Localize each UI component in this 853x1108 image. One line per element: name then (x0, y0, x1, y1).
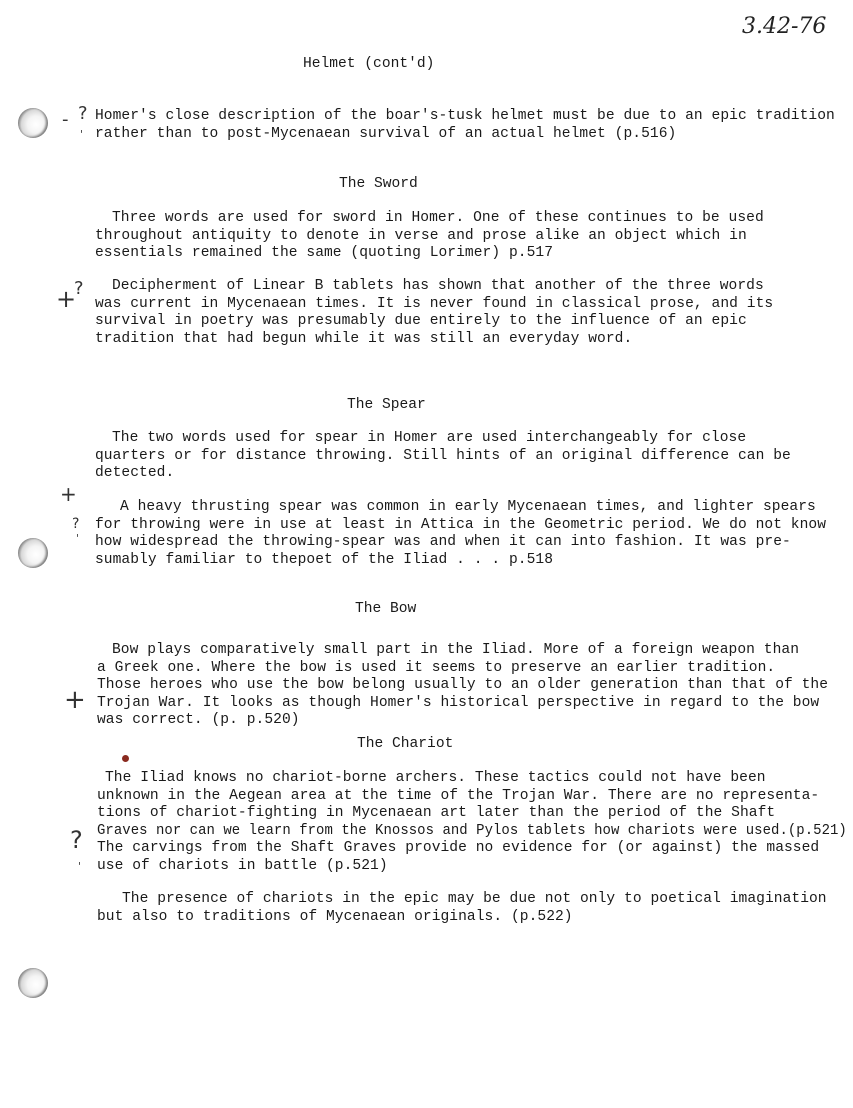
binder-hole-bottom (18, 968, 48, 998)
margin-plus-bow: + (64, 685, 86, 715)
paragraph-line: A heavy thrusting spear was common in early Mycenaean times, and lighter spears (120, 499, 816, 515)
paragraph-line: quarters or for distance throwing. Still hints of an original difference can be (95, 447, 791, 464)
paragraph-line: for throwing were in use at least in Attica in the Geometric period. We do not know (95, 516, 827, 533)
paragraph-line: The two words used for spear in Homer are used interchangeably for close (112, 430, 747, 446)
paragraph-line: sumably familiar to thepoet of the Iliad . . . p.518 (95, 551, 553, 568)
margin-plus-spear: + (60, 482, 77, 506)
paragraph-line: Graves nor can we learn from the Knossos and Pylos tablets how chariots were used.(p.521) (97, 822, 847, 839)
paragraph-line: tradition that had begun while it was still an everyday word. (95, 330, 633, 347)
margin-question-mark-sword: ? (74, 278, 84, 299)
paragraph-line: how widespread the throwing-spear was and when it can into fashion. It was pre- (95, 534, 791, 550)
paragraph-line: tions of chariot-fighting in Mycenaean art later than the period of the Shaft (97, 805, 776, 821)
handwritten-page-number: 3.42-76 (742, 14, 827, 39)
margin-question-mark-chariot: ? (70, 826, 83, 854)
binder-hole-top (18, 108, 48, 138)
binder-hole-middle (18, 538, 48, 568)
margin-question-mark-helmet: ? (78, 103, 88, 124)
paragraph-line: unknown in the Aegean area at the time of the Trojan War. There are no representa- (97, 787, 820, 804)
paragraph-line: Bow plays comparatively small part in the Iliad. More of a foreign weapon than (112, 642, 799, 658)
paragraph-line: but also to traditions of Mycenaean originals. (p.522) (97, 908, 573, 925)
section-heading-sword: The Sword (339, 176, 418, 192)
ink-spot (122, 755, 129, 762)
paragraph-line: a Greek one. Where the bow is used it seems to preserve an earlier tradition. (97, 659, 776, 676)
paragraph-line: essentials remained the same (quoting Lorimer) p.517 (95, 245, 553, 261)
paragraph-line: was correct. (p. p.520) (97, 712, 300, 728)
paragraph-line: Homer's close description of the boar's-tusk helmet must be due to an epic tradition (95, 108, 835, 124)
paragraph-line: was current in Mycenaean times. It is never found in classical prose, and its (95, 295, 774, 312)
paragraph-line: Three words are used for sword in Homer. One of these continues to be used (112, 210, 764, 226)
paragraph-line: detected. (95, 465, 175, 481)
margin-dash-helmet: - (62, 109, 69, 130)
paragraph-line: Those heroes who use the bow belong usually to an older generation than that of the (97, 677, 829, 693)
paragraph-line: rather than to post-Mycenaean survival of an actual helmet (p.516) (95, 125, 677, 142)
paragraph-line: Trojan War. It looks as though Homer's historical perspective in regard to the bow (97, 694, 820, 711)
paragraph-line: survival in poetry was presumably due entirely to the influence of an epic (95, 313, 747, 329)
section-heading-spear: The Spear (347, 397, 426, 413)
margin-tick: ' (80, 128, 84, 141)
margin-tick: ' (76, 532, 80, 545)
paragraph-line: Decipherment of Linear B tablets has shown that another of the three words (112, 278, 764, 294)
paragraph-line: The Iliad knows no chariot-borne archers. These tactics could not have been (105, 770, 766, 786)
section-heading-chariot: The Chariot (357, 736, 454, 752)
section-heading-helmet: Helmet (cont'd) (303, 56, 435, 72)
margin-plus-sword: + (56, 285, 77, 313)
paragraph-line: The carvings from the Shaft Graves provide no evidence for (or against) the massed (97, 840, 820, 856)
paragraph-line: throughout antiquity to denote in verse and prose alike an object which in (95, 227, 747, 244)
paragraph-line: use of chariots in battle (p.521) (97, 857, 388, 874)
margin-tick: ' (78, 860, 82, 873)
margin-question-mark-spear: ? (72, 516, 80, 532)
section-heading-bow: The Bow (355, 601, 417, 617)
paragraph-line: The presence of chariots in the epic may be due not only to poetical imagination (122, 891, 827, 907)
